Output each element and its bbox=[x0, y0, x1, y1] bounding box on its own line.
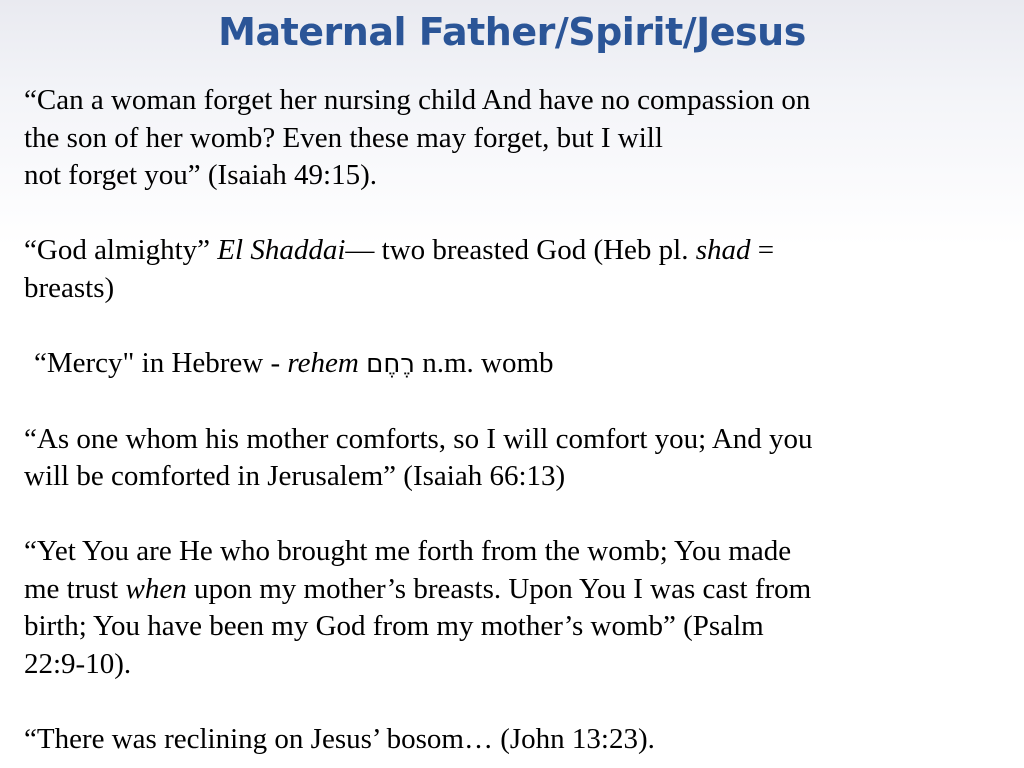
slide-body bbox=[24, 82, 994, 758]
paragraph-psalm-22 bbox=[24, 533, 994, 683]
paragraph-isaiah-66 bbox=[24, 421, 994, 496]
text-run: me trust bbox=[24, 572, 126, 605]
text-line: “Yet You are He who brought me forth from the womb; You made bbox=[24, 535, 792, 567]
text-run: “Mercy" in Hebrew - bbox=[34, 346, 288, 379]
text-line: “There was reclining on Jesus’ bosom… (John 13:23). bbox=[24, 722, 655, 755]
text-line: 22:9-10). bbox=[24, 647, 132, 680]
hebrew-word: רֶחֶם bbox=[366, 348, 415, 379]
text-line bbox=[34, 345, 994, 384]
paragraph-john-13 bbox=[24, 721, 994, 759]
text-line: birth; You have been my God from my mother’s womb” (Psalm bbox=[24, 610, 764, 642]
paragraph-el-shaddai bbox=[24, 232, 994, 307]
text-line: “Can a woman forget her nursing child And have no compassion on bbox=[24, 84, 811, 116]
italic-term: rehem bbox=[287, 346, 359, 379]
text-line: “As one whom his mother comforts, so I will comfort you; And you bbox=[24, 422, 813, 455]
text-run: upon my mother’s breasts. Upon You I was cast from bbox=[186, 572, 812, 605]
text-line: breasts) bbox=[24, 271, 115, 304]
text-line: will be comforted in Jerusalem” (Isaiah 66:13) bbox=[24, 460, 566, 492]
slide-title: Maternal Father/Spirit/Jesus bbox=[218, 10, 806, 54]
text-line bbox=[24, 232, 994, 270]
text-run: “God almighty” bbox=[24, 234, 218, 266]
paragraph-mercy bbox=[24, 345, 994, 384]
text-run: — two breasted God (Heb pl. bbox=[345, 234, 696, 266]
text-line: not forget you” (Isaiah 49:15). bbox=[24, 159, 378, 191]
text-run: = bbox=[750, 234, 775, 266]
text-line: the son of her womb? Even these may forget, but I will bbox=[24, 121, 663, 154]
text-line bbox=[24, 571, 994, 609]
italic-term: when bbox=[125, 572, 187, 605]
text-run: n.m. womb bbox=[414, 346, 554, 379]
italic-term: El Shaddai bbox=[217, 234, 346, 266]
italic-term: shad bbox=[695, 234, 751, 266]
paragraph-isaiah-49 bbox=[24, 82, 994, 195]
